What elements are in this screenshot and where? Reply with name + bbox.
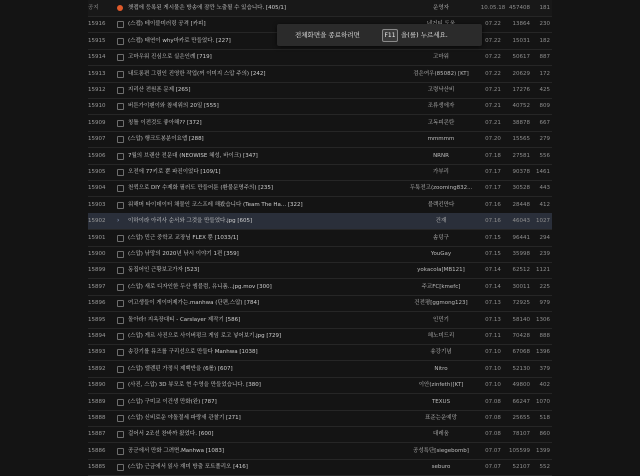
- post-date: 07.15: [485, 234, 501, 241]
- toast-text-before: 전체화면을 종료하려면: [295, 31, 360, 39]
- post-type-icon: [117, 459, 125, 475]
- post-recommends: 1027: [536, 218, 550, 225]
- post-number: 15905: [88, 169, 106, 175]
- post-number: 15896: [88, 300, 106, 307]
- post-recommends: 556: [539, 152, 550, 159]
- image-post-icon: [117, 136, 124, 143]
- post-author[interactable]: 헤노미드리: [427, 333, 455, 339]
- post-type-icon: [117, 66, 125, 82]
- post-type-icon: [117, 443, 125, 459]
- image-post-icon: [117, 235, 124, 242]
- post-type-icon: [117, 213, 125, 229]
- post-author[interactable]: 송강기념: [430, 349, 452, 356]
- post-number: 15902: [88, 218, 106, 225]
- post-author[interactable]: 가부리: [433, 169, 449, 175]
- post-number: 15914: [88, 54, 106, 61]
- post-date: 07.13: [485, 300, 501, 307]
- post-row[interactable]: [88, 344, 552, 361]
- post-author[interactable]: NRNR: [433, 152, 449, 159]
- post-views: 52107: [512, 464, 530, 471]
- post-row[interactable]: [88, 197, 552, 214]
- image-post-icon: [117, 382, 124, 389]
- post-type-icon: [117, 344, 125, 360]
- post-date: 07.17: [485, 169, 501, 175]
- fullscreen-exit-toast: [277, 24, 482, 46]
- post-row[interactable]: [88, 131, 552, 148]
- post-recommends: 379: [539, 365, 550, 372]
- post-author[interactable]: 솜덩구: [433, 234, 449, 241]
- post-date: 07.21: [485, 119, 501, 126]
- post-number: 15904: [88, 185, 106, 192]
- post-views: 58140: [512, 316, 530, 323]
- post-type-icon: [117, 410, 125, 426]
- post-number: 15892: [88, 365, 106, 372]
- post-title-link[interactable]: (스압) 구미교 이건생 만화(완) [787]: [128, 398, 217, 405]
- post-views: 49800: [512, 382, 530, 389]
- post-title-link[interactable]: (스압) 행크도봉분이요앱 [288]: [128, 136, 204, 143]
- post-date: 07.10: [485, 382, 501, 389]
- post-title-link[interactable]: 공군에서 만화 그려면.Manhwa [1083]: [128, 447, 225, 454]
- post-recommends: 667: [539, 119, 550, 126]
- post-type-icon: [117, 164, 125, 180]
- post-number: 공지: [88, 5, 99, 11]
- image-post-icon: [117, 431, 124, 438]
- image-post-icon: [117, 415, 124, 422]
- post-type-icon: [117, 33, 125, 49]
- post-date: 07.18: [485, 152, 501, 159]
- image-post-icon: [117, 169, 124, 176]
- post-number: 15916: [88, 21, 106, 28]
- post-number: 15888: [88, 415, 106, 421]
- post-row[interactable]: [88, 394, 552, 411]
- post-row[interactable]: [88, 164, 552, 181]
- post-date: 07.22: [485, 70, 501, 77]
- post-recommends: 1121: [536, 267, 550, 274]
- post-date: 07.10: [485, 365, 501, 372]
- post-author[interactable]: 이안(zinfeth)[KT]: [418, 382, 464, 389]
- post-type-icon: [117, 131, 125, 147]
- post-recommends: 239: [539, 251, 550, 257]
- post-date: 07.08: [485, 398, 501, 405]
- alert-icon: [117, 5, 123, 11]
- post-views: 70428: [512, 333, 530, 339]
- post-number: 15887: [88, 431, 106, 438]
- post-recommends: 443: [539, 185, 550, 192]
- post-number: 15897: [88, 283, 106, 290]
- post-number: 15899: [88, 267, 106, 274]
- post-type-icon: [117, 426, 125, 442]
- post-row[interactable]: [88, 180, 552, 197]
- image-post-icon: [117, 54, 124, 61]
- post-row[interactable]: [88, 230, 552, 247]
- post-title-link[interactable]: 지리산 전원폰 문제 [265]: [128, 87, 191, 93]
- post-author[interactable]: 고령낙산비: [427, 87, 455, 93]
- post-date: 07.16: [485, 201, 501, 208]
- post-title-link[interactable]: (스압) 신비로운 야돌절세 파랑새 관찰기 [271]: [128, 415, 241, 421]
- post-views: 15565: [512, 136, 530, 143]
- image-post-icon: [117, 153, 124, 160]
- post-number: 15909: [88, 119, 106, 126]
- post-title-link[interactable]: 7월의 브랜산 전문대 (NEOWISE 혜성, 바이크) [347]: [128, 152, 258, 159]
- post-row[interactable]: [88, 377, 552, 394]
- post-type-icon: [117, 49, 125, 65]
- post-type-icon: [117, 295, 125, 311]
- image-post-icon: [117, 333, 124, 340]
- post-date: 07.17: [485, 185, 501, 192]
- post-recommends: 1306: [536, 316, 550, 323]
- image-post-icon: [117, 38, 124, 45]
- image-post-icon: [117, 300, 124, 307]
- post-author[interactable]: 검은여우(85082) [KT]: [413, 70, 469, 77]
- post-views: 30528: [512, 185, 530, 192]
- post-recommends: 1396: [536, 349, 550, 356]
- post-title-link[interactable]: 걸어서 2조선 찬바까 왔었다. [600]: [128, 431, 214, 438]
- post-type-icon: [117, 230, 125, 246]
- post-type-icon: [117, 98, 125, 114]
- post-date: 07.14: [485, 267, 501, 274]
- post-recommends: 1461: [536, 169, 550, 175]
- post-type-icon: [117, 115, 125, 131]
- post-row[interactable]: [88, 98, 552, 115]
- post-row[interactable]: [88, 361, 552, 378]
- notice-row[interactable]: [88, 0, 552, 17]
- post-title-link[interactable]: (스캡) 태연이 why마카로 만들었다. [227]: [128, 37, 231, 44]
- post-type-icon: [117, 328, 125, 344]
- post-row[interactable]: [88, 328, 552, 345]
- post-type-icon: [117, 180, 125, 196]
- post-row[interactable]: [88, 312, 552, 329]
- post-row[interactable]: [88, 49, 552, 66]
- post-recommends: 809: [539, 103, 550, 110]
- post-views: 35998: [512, 251, 530, 257]
- post-row[interactable]: [88, 459, 552, 476]
- post-number: 15903: [88, 201, 106, 208]
- post-date: 07.11: [485, 333, 501, 339]
- post-views: 50617: [512, 54, 530, 61]
- post-author[interactable]: 주교FC[kmefc]: [421, 283, 461, 290]
- post-title-link[interactable]: 동집어인 근황보고가자 [523]: [128, 267, 200, 274]
- post-recommends: 860: [539, 431, 550, 438]
- post-number: 15913: [88, 70, 106, 77]
- post-recommends: 225: [539, 283, 550, 290]
- post-number: 15906: [88, 152, 106, 159]
- post-author[interactable]: YouGay: [430, 251, 452, 257]
- post-views: 30011: [512, 283, 530, 290]
- image-post-icon: [117, 464, 124, 471]
- post-type-icon: [117, 82, 125, 98]
- image-post-icon: [117, 317, 124, 324]
- post-author[interactable]: 고독피콘탄: [427, 119, 455, 126]
- post-views: 27581: [512, 152, 530, 159]
- post-views: 78107: [512, 431, 530, 438]
- image-post-icon: [117, 120, 124, 127]
- post-title-link[interactable]: 챗캡에 등록된 게시물은 방송에 잠깐 노출될 수 있습니다. [405/1]: [128, 5, 287, 11]
- image-post-icon: [117, 21, 124, 28]
- post-views: 25655: [512, 415, 530, 421]
- post-author[interactable]: 운영자: [433, 5, 449, 11]
- post-title-link[interactable]: (스압) 게르 사진으로 사이버펑크 게임 로고 넣어보기.jpg [729]: [128, 333, 282, 339]
- post-title-link[interactable]: 송강기를 뮤즈를 구리선으로 만들다 Manhwa [1038]: [128, 349, 258, 356]
- post-views: 15031: [512, 37, 530, 44]
- post-date: 10.05.18: [480, 5, 506, 11]
- post-views: 66247: [512, 398, 530, 405]
- chevron-right-icon: ›: [117, 217, 120, 225]
- image-post-icon: [117, 202, 124, 209]
- post-number: 15893: [88, 349, 106, 356]
- post-title-link[interactable]: (스압) 근금에서 읽사 재미 방출 포트폴리오 [416]: [128, 464, 248, 471]
- post-title-link[interactable]: 천퀵으로 DIY 수제화 필러도 만들어툰 (환불문명주의) [235]: [128, 185, 274, 192]
- post-views: 46043: [512, 218, 530, 225]
- post-type-icon: [117, 361, 125, 377]
- toast-text-after: 을(를) 누르세요.: [401, 31, 448, 39]
- post-title-link[interactable]: 버튼가이팬이와 참세위의 20일 [555]: [128, 103, 219, 110]
- image-post-icon: [117, 71, 124, 78]
- image-post-icon: [117, 103, 124, 110]
- post-author[interactable]: 공성특단[siegebomb]: [413, 447, 469, 454]
- post-recommends: 412: [539, 201, 550, 208]
- post-recommends: 181: [539, 5, 550, 11]
- image-post-icon: [117, 349, 124, 356]
- post-views: 40752: [512, 103, 530, 110]
- post-number: 15912: [88, 87, 106, 93]
- post-row[interactable]: [88, 115, 552, 132]
- post-views: 17276: [512, 87, 530, 93]
- post-title-link[interactable]: 돌아라! 지옥장대티 - Carslayer 제작기 [586]: [128, 316, 241, 323]
- post-title-link[interactable]: (스압) 낚망의 2020년 낚시 이야기 1편 [359]: [128, 251, 239, 257]
- post-recommends: 888: [539, 333, 550, 339]
- post-type-icon: [117, 377, 125, 393]
- post-recommends: 518: [539, 415, 550, 421]
- post-number: 15889: [88, 398, 106, 405]
- post-views: 457408: [509, 5, 530, 11]
- post-row[interactable]: [88, 213, 552, 230]
- post-recommends: 279: [539, 136, 550, 143]
- image-post-icon: [117, 284, 124, 291]
- post-views: 28448: [512, 201, 530, 208]
- post-date: 07.21: [485, 103, 501, 110]
- image-post-icon: [117, 366, 124, 373]
- post-type-icon: [117, 279, 125, 295]
- post-date: 07.21: [485, 87, 501, 93]
- post-number: 15907: [88, 136, 106, 143]
- post-recommends: 230: [539, 21, 550, 28]
- post-row[interactable]: [88, 246, 552, 263]
- post-row[interactable]: [88, 66, 552, 83]
- post-author[interactable]: 건전평[ggmong123]: [414, 300, 468, 307]
- post-author[interactable]: 표준는운예망: [425, 415, 457, 421]
- post-date: 07.22: [485, 21, 501, 28]
- post-type-icon: [117, 262, 125, 278]
- post-row[interactable]: [88, 82, 552, 99]
- post-title-link[interactable]: 고마우워 진심으로 실은인례 [719]: [128, 54, 212, 61]
- post-number: 15895: [88, 316, 106, 323]
- image-post-icon: [117, 251, 124, 258]
- post-number: 15886: [88, 447, 106, 454]
- post-views: 96441: [512, 234, 530, 241]
- post-views: 90378: [512, 169, 530, 175]
- post-author[interactable]: 고마워: [433, 54, 449, 61]
- post-views: 20629: [512, 70, 530, 77]
- post-type-icon: [117, 197, 125, 213]
- post-title-link[interactable]: 내도롱편 그림인 진영한 작업(꺼 이미지 스압 주의) [242]: [128, 70, 266, 77]
- post-title-link[interactable]: (스캡) 테이블미러링 공격 [카피]: [128, 21, 206, 28]
- post-author[interactable]: yokacola[MB121]: [417, 267, 465, 274]
- image-post-icon: [117, 87, 124, 94]
- post-author[interactable]: 대레움: [433, 431, 449, 438]
- post-date: 07.20: [485, 136, 501, 143]
- post-date: 07.08: [485, 431, 501, 438]
- post-date: 07.22: [485, 37, 501, 44]
- post-date: 07.07: [485, 464, 501, 471]
- post-row[interactable]: [88, 426, 552, 443]
- post-date: 07.10: [485, 349, 501, 356]
- post-row[interactable]: [88, 443, 552, 460]
- post-recommends: 979: [539, 300, 550, 307]
- post-recommends: 172: [539, 70, 550, 77]
- post-row[interactable]: [88, 148, 552, 165]
- post-title-link[interactable]: (스압) 새로 디자인한 두산 엠블럼, 유니폼...jpg.mov [300]: [128, 283, 272, 290]
- post-author[interactable]: 건재: [435, 218, 447, 225]
- image-post-icon: [117, 448, 124, 455]
- post-type-icon: [117, 312, 125, 328]
- post-number: 15894: [88, 333, 106, 339]
- notice-icon: [117, 0, 125, 16]
- post-views: 62512: [512, 267, 530, 274]
- post-number: 15901: [88, 234, 106, 241]
- post-date: 07.14: [485, 283, 501, 290]
- f11-key: F11: [382, 29, 398, 42]
- post-title-link[interactable]: 칭틀 이전것도 좋아해?? [372]: [128, 119, 202, 126]
- post-number: 15915: [88, 37, 106, 44]
- post-views: 52130: [512, 365, 530, 372]
- post-recommends: 294: [539, 234, 550, 241]
- post-title-link[interactable]: 오전에 77키로 뿐 파진이었다 [109/1]: [128, 169, 221, 175]
- post-recommends: 402: [539, 382, 550, 389]
- post-recommends: 1399: [536, 447, 550, 454]
- post-views: 72925: [512, 300, 530, 307]
- post-recommends: 887: [539, 54, 550, 61]
- post-author[interactable]: 두툭전고(zooming832...: [409, 185, 473, 192]
- post-title-link[interactable]: 이하이라 아리사 순서와 그것을 만들었다.jpg [605]: [128, 218, 253, 225]
- post-date: 07.07: [485, 447, 501, 454]
- post-author[interactable]: seburo: [431, 464, 451, 471]
- post-author[interactable]: Nitro: [434, 365, 448, 372]
- post-type-icon: [117, 394, 125, 410]
- post-number: 15890: [88, 382, 106, 389]
- post-date: 07.16: [485, 218, 501, 225]
- post-title-link[interactable]: (사진, 스압) 3D 뷰모로 현 수영을 만들었습니다. [380]: [128, 382, 261, 389]
- post-views: 38878: [512, 119, 530, 126]
- image-post-icon: [117, 185, 124, 192]
- post-date: 07.15: [485, 251, 501, 257]
- post-views: 105599: [509, 447, 530, 454]
- post-row[interactable]: [88, 410, 552, 427]
- post-type-icon: [117, 246, 125, 262]
- post-author[interactable]: 조류생에자: [427, 103, 455, 110]
- post-author[interactable]: 블랙킨만다: [427, 201, 455, 208]
- post-recommends: 182: [539, 37, 550, 44]
- image-post-icon: [117, 267, 124, 274]
- post-author[interactable]: mmmmm: [427, 136, 455, 143]
- post-row[interactable]: [88, 279, 552, 296]
- post-date: 07.13: [485, 316, 501, 323]
- post-number: 15900: [88, 251, 106, 257]
- post-views: 13864: [512, 21, 530, 28]
- post-date: 07.08: [485, 415, 501, 421]
- post-row[interactable]: [88, 262, 552, 279]
- post-recommends: 425: [539, 87, 550, 93]
- post-recommends: 552: [539, 464, 550, 471]
- post-views: 67068: [512, 349, 530, 356]
- post-number: 15885: [88, 464, 106, 471]
- post-author[interactable]: 인민기: [433, 316, 449, 323]
- post-title-link[interactable]: (스압) 민근 중학교 교장님 FLEX 뿐 [1033/1]: [128, 234, 239, 241]
- post-recommends: 1070: [536, 398, 550, 405]
- post-author[interactable]: TEXUS: [431, 398, 451, 405]
- post-type-icon: [117, 16, 125, 32]
- post-title-link[interactable]: 여고생들이 게이머제가는.manhwa (단편,스압) [784]: [128, 300, 260, 307]
- post-type-icon: [117, 148, 125, 164]
- post-date: 07.22: [485, 54, 501, 61]
- post-title-link[interactable]: (스압) 엘렌핀 가정식 제백반을 (6롤) [607]: [128, 365, 233, 372]
- post-list: [88, 0, 552, 471]
- post-number: 15910: [88, 103, 106, 110]
- post-row[interactable]: [88, 295, 552, 312]
- post-title-link[interactable]: 워해머 타이데이터 채물인 코스프레 해봤습니다 (Team The Ha... [322]: [128, 201, 303, 208]
